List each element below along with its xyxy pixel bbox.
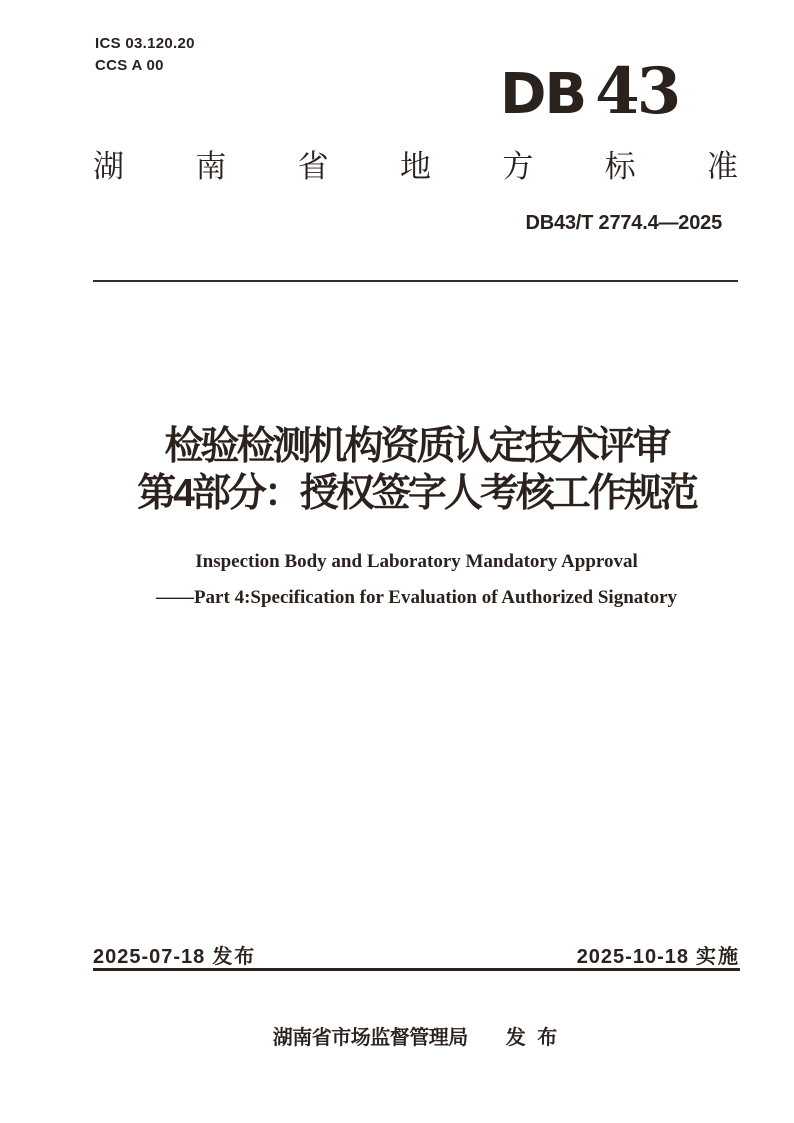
db43-logo [500, 54, 679, 129]
implement-date-value: 2025-10-18 [576, 946, 689, 968]
title-zh-line2: 第4部分：授权签字人考核工作规范 [137, 472, 696, 515]
classification-codes [95, 33, 195, 77]
issuer-footer [93, 1021, 740, 1050]
implement-date [577, 940, 740, 969]
ics-code: ICS 03.120.20 [95, 35, 195, 52]
title-en-line1: Inspection Body and Laboratory Mandatory Approval [195, 551, 638, 572]
publish-date-value: 2025-07-18 [93, 946, 206, 968]
title-chinese [93, 423, 740, 517]
logo-db-text: DB [500, 62, 586, 127]
header-rule [93, 280, 738, 282]
title-english [93, 544, 740, 616]
logo-43-text: 43 [595, 54, 679, 129]
publish-date [93, 940, 256, 969]
title-zh-line1: 检验检测机构资质认定技术评审 [164, 425, 669, 468]
date-row [93, 940, 740, 969]
ccs-code: CCS A 00 [95, 57, 164, 74]
issuer-name: 湖南省市场监督管理局 [272, 1027, 468, 1049]
issue-action-label: 发 布 [505, 1027, 561, 1049]
footer-rule [93, 968, 740, 971]
title-en-line2: ——Part 4:Specification for Evaluation of Authorized Signatory [155, 587, 678, 608]
series-title: 湖南省地方标准 [93, 149, 738, 184]
standard-number: DB43/T 2774.4—2025 [525, 212, 722, 234]
implement-date-label: 实施 [696, 946, 740, 968]
publish-date-label: 发布 [212, 946, 257, 968]
